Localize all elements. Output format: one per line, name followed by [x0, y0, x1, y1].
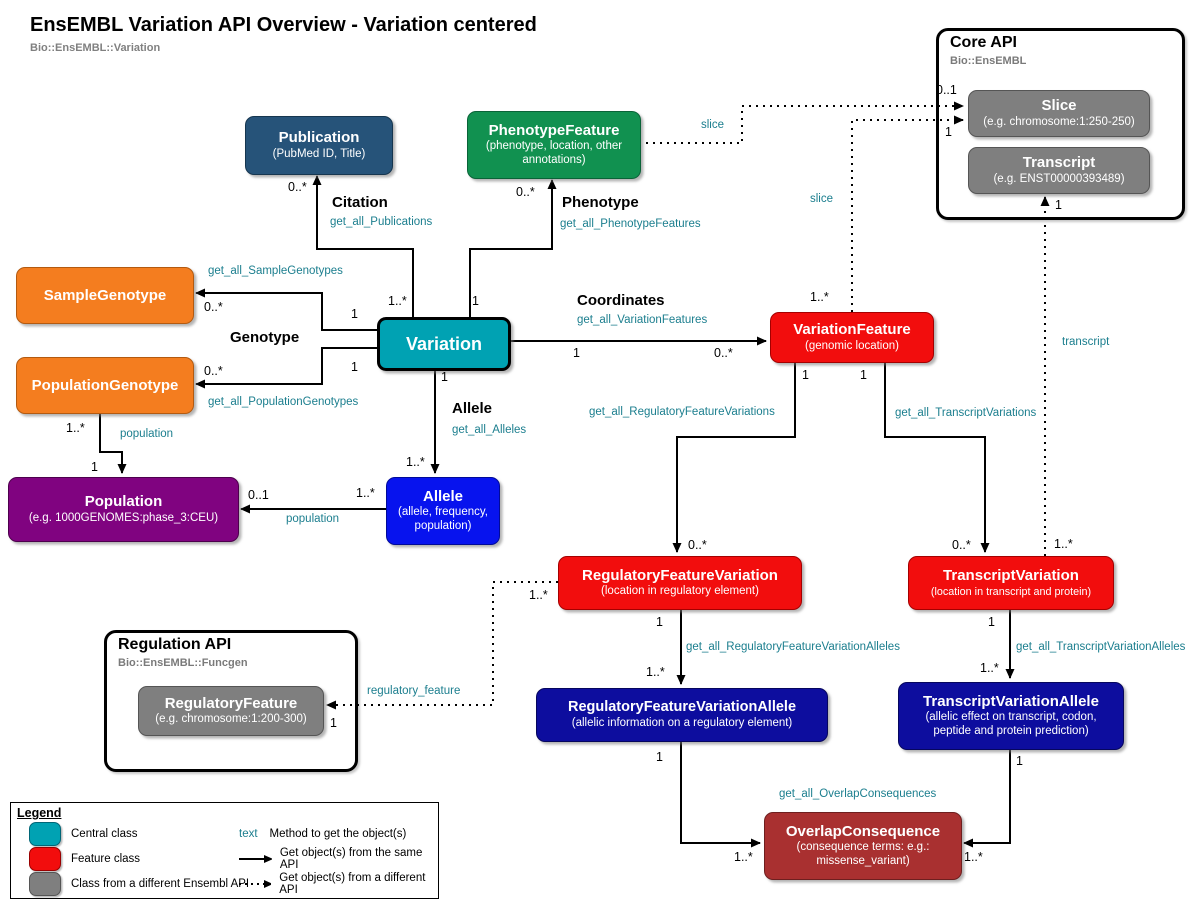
variationfeature-title: VariationFeature — [793, 321, 911, 339]
variation-class — [377, 317, 511, 371]
mult-tv-end: 0..* — [952, 538, 971, 552]
mult-coordinates-start: 1 — [573, 346, 580, 360]
legend-box — [10, 802, 439, 899]
populationgenotype-method-label: get_all_PopulationGenotypes — [208, 396, 359, 408]
mult-regfeature-end: 1 — [330, 716, 337, 730]
regulatoryfeaturevariationalleles-method-label: get_all_RegulatoryFeatureVariationAlleles — [686, 641, 900, 653]
solid-arrow-icon — [239, 854, 272, 864]
feature-class-swatch — [29, 847, 61, 871]
allele-class — [386, 477, 500, 545]
legend-item-external — [29, 872, 249, 896]
genotype-role-label: Genotype — [230, 329, 300, 346]
transcriptvariation-class — [908, 556, 1114, 610]
publication-class — [245, 116, 393, 175]
legend-item-feature — [29, 847, 140, 871]
phenotype-role-label: Phenotype — [562, 194, 639, 211]
mult-populationgenotype-end: 0..* — [204, 364, 223, 378]
mult-rfva-end: 1..* — [646, 665, 665, 679]
populationgenotype-title: PopulationGenotype — [31, 376, 179, 394]
mult-popgen-population-end: 1 — [91, 460, 98, 474]
edge-rfva-overlapconsequence — [681, 740, 760, 843]
edge-phenotypefeature-slice — [639, 106, 963, 143]
edge-vf-transcriptvariation — [885, 361, 985, 552]
mult-allele-population-start: 1..* — [356, 486, 375, 500]
legend-feature-label: Feature class — [71, 853, 141, 865]
mult-vf-tv-start: 1 — [860, 368, 867, 382]
overlapconsequences-method-label: get_all_OverlapConsequences — [779, 788, 937, 800]
slice-class — [968, 90, 1150, 137]
legend-central-label: Central class — [71, 828, 138, 840]
mult-citation-start: 1..* — [388, 294, 407, 308]
citation-method-label: get_all_Publications — [330, 216, 433, 228]
legend-method-desc: Method to get the object(s) — [269, 828, 407, 840]
legend-method-sample: text — [239, 828, 258, 840]
transcriptvariationallele-subtitle: (allelic effect on transcript, codon, peptide and protein prediction) — [925, 711, 1097, 738]
mult-rfva-oc-start: 1 — [656, 750, 663, 764]
mult-phenotype-start: 1 — [472, 294, 479, 308]
mult-rfv-regfeature-start: 1..* — [529, 588, 548, 602]
legend-item-same-api — [239, 847, 438, 871]
mult-allele-population-end: 0..1 — [248, 488, 269, 502]
mult-vf-rfv-start: 1 — [802, 368, 809, 382]
samplegenotype-class — [16, 267, 194, 324]
publication-subtitle: (PubMed ID, Title) — [272, 147, 366, 160]
coordinates-method-label: get_all_VariationFeatures — [577, 314, 708, 326]
mult-rfv-end: 0..* — [688, 538, 707, 552]
citation-role-label: Citation — [332, 194, 388, 211]
mult-oc-right-end: 1..* — [964, 850, 983, 864]
transcript-class — [968, 147, 1150, 194]
mult-publication-end: 0..* — [288, 180, 307, 194]
mult-vf-slice-start: 1..* — [810, 290, 829, 304]
population-title: Population — [84, 493, 163, 511]
transcriptvariationallele-class — [898, 682, 1124, 750]
population-link-label-1: population — [120, 428, 174, 440]
legend-external-label: Class from a different Ensembl API — [71, 878, 250, 890]
population-class — [8, 477, 239, 542]
transcript-subtitle: (e.g. ENST00000393489) — [993, 172, 1125, 185]
regulatoryfeaturevariations-method-label: get_all_RegulatoryFeatureVariations — [589, 406, 775, 418]
phenotypefeature-title: PhenotypeFeature — [488, 122, 620, 140]
edge-genotype-population — [196, 348, 377, 384]
dotted-arrow-icon — [239, 879, 271, 889]
samplegenotype-method-label: get_all_SampleGenotypes — [208, 265, 343, 277]
legend-title: Legend — [17, 806, 62, 820]
edge-phenotype — [470, 180, 552, 317]
phenotypefeature-subtitle: (phenotype, location, other annotations) — [485, 140, 623, 167]
mult-popgen-population-start: 1..* — [66, 421, 85, 435]
mult-samplegenotype-end: 0..* — [204, 300, 223, 314]
variationfeature-subtitle: (genomic location) — [805, 339, 899, 352]
samplegenotype-title: SampleGenotype — [43, 286, 167, 304]
regulatoryfeature-class — [138, 686, 324, 736]
slice-link-label-2: slice — [810, 193, 834, 205]
mult-transcript-end: 1 — [1055, 198, 1062, 212]
page-title: EnsEMBL Variation API Overview - Variation centered — [30, 14, 537, 36]
regulatoryfeaturevariation-class — [558, 556, 802, 610]
edge-vf-regfeaturevariation — [677, 361, 795, 552]
regulatoryfeature-title: RegulatoryFeature — [164, 694, 298, 712]
populationgenotype-class — [16, 357, 194, 414]
transcript-link-label: transcript — [1062, 336, 1110, 348]
transcriptvariationalleles-method-label: get_all_TranscriptVariationAlleles — [1016, 641, 1186, 653]
transcriptvariations-method-label: get_all_TranscriptVariations — [895, 407, 1037, 419]
regulatoryfeature-subtitle: (e.g. chromosome:1:200-300) — [155, 713, 307, 726]
mult-coordinates-end: 0..* — [714, 346, 733, 360]
mult-oc-left-end: 1..* — [734, 850, 753, 864]
population-subtitle: (e.g. 1000GENOMES:phase_3:CEU) — [28, 511, 219, 524]
regulation-api-subtitle: Bio::EnsEMBL::Funcgen — [118, 657, 248, 669]
allele-role-label: Allele — [452, 400, 493, 417]
regulatoryfeature-link-label: regulatory_feature — [367, 685, 461, 697]
transcript-title: Transcript — [1022, 154, 1096, 172]
phenotypefeature-class — [467, 111, 641, 179]
regulatoryfeaturevariationallele-title: RegulatoryFeatureVariationAllele — [567, 699, 797, 716]
mult-rfv-rfva-start: 1 — [656, 615, 663, 629]
regulatoryfeaturevariationallele-class — [536, 688, 828, 742]
overlapconsequence-title: OverlapConsequence — [785, 823, 941, 841]
central-class-swatch — [29, 822, 61, 846]
publication-title: Publication — [278, 129, 360, 147]
regulatoryfeaturevariation-title: RegulatoryFeatureVariation — [582, 566, 778, 584]
mult-tv-tva-start: 1 — [988, 615, 995, 629]
mult-allele-start: 1 — [441, 370, 448, 384]
mult-phenotypefeature-end: 0..* — [516, 185, 535, 199]
transcriptvariation-subtitle: (location in transcript and protein) — [930, 585, 1092, 598]
legend-diff-api-desc: Get object(s) from a different API — [279, 872, 426, 896]
regulatoryfeaturevariationallele-subtitle: (allelic information on a regulatory element) — [571, 716, 793, 729]
edge-popgenotype-population — [100, 412, 122, 473]
legend-item-central — [29, 822, 137, 846]
mult-slice-end-1: 0..1 — [936, 83, 957, 97]
mult-tva-end: 1..* — [980, 661, 999, 675]
overlapconsequence-class — [764, 812, 962, 880]
coordinates-role-label: Coordinates — [577, 292, 665, 309]
mult-slice-end-2: 1 — [945, 125, 952, 139]
allele-subtitle: (allele, frequency, population) — [398, 506, 488, 533]
core-api-subtitle: Bio::EnsEMBL — [950, 55, 1027, 67]
slice-subtitle: (e.g. chromosome:1:250-250) — [983, 115, 1135, 128]
mult-tva-oc-start: 1 — [1016, 754, 1023, 768]
mult-genotype-upper-start: 1 — [351, 307, 358, 321]
slice-title: Slice — [1041, 97, 1077, 115]
slice-link-label-1: slice — [701, 119, 725, 131]
overlapconsequence-subtitle: (consequence terms: e.g.: missense_variant) — [796, 841, 930, 868]
core-api-title: Core API — [950, 34, 1017, 51]
external-class-swatch — [29, 872, 61, 896]
allele-title: Allele — [422, 488, 464, 506]
allele-method-label: get_all_Alleles — [452, 424, 527, 436]
mult-allele-end: 1..* — [406, 455, 425, 469]
page-subtitle: Bio::EnsEMBL::Variation — [30, 42, 161, 54]
legend-item-diff-api — [239, 872, 438, 896]
mult-genotype-lower-start: 1 — [351, 360, 358, 374]
population-link-label-2: population — [286, 513, 340, 525]
legend-item-method — [239, 822, 406, 846]
legend-same-api-desc: Get object(s) from the same API — [279, 847, 423, 871]
regulatoryfeaturevariation-subtitle: (location in regulatory element) — [601, 585, 759, 598]
edge-tva-overlapconsequence — [964, 748, 1010, 843]
transcriptvariationallele-title: TranscriptVariationAllele — [923, 693, 1099, 711]
variation-title: Variation — [405, 333, 483, 354]
edge-genotype-sample — [196, 293, 377, 330]
mult-tv-transcript-start: 1..* — [1054, 537, 1073, 551]
phenotype-method-label: get_all_PhenotypeFeatures — [560, 218, 701, 230]
regulation-api-title: Regulation API — [118, 636, 232, 653]
transcriptvariation-title: TranscriptVariation — [943, 567, 1079, 585]
variationfeature-class — [770, 312, 934, 363]
